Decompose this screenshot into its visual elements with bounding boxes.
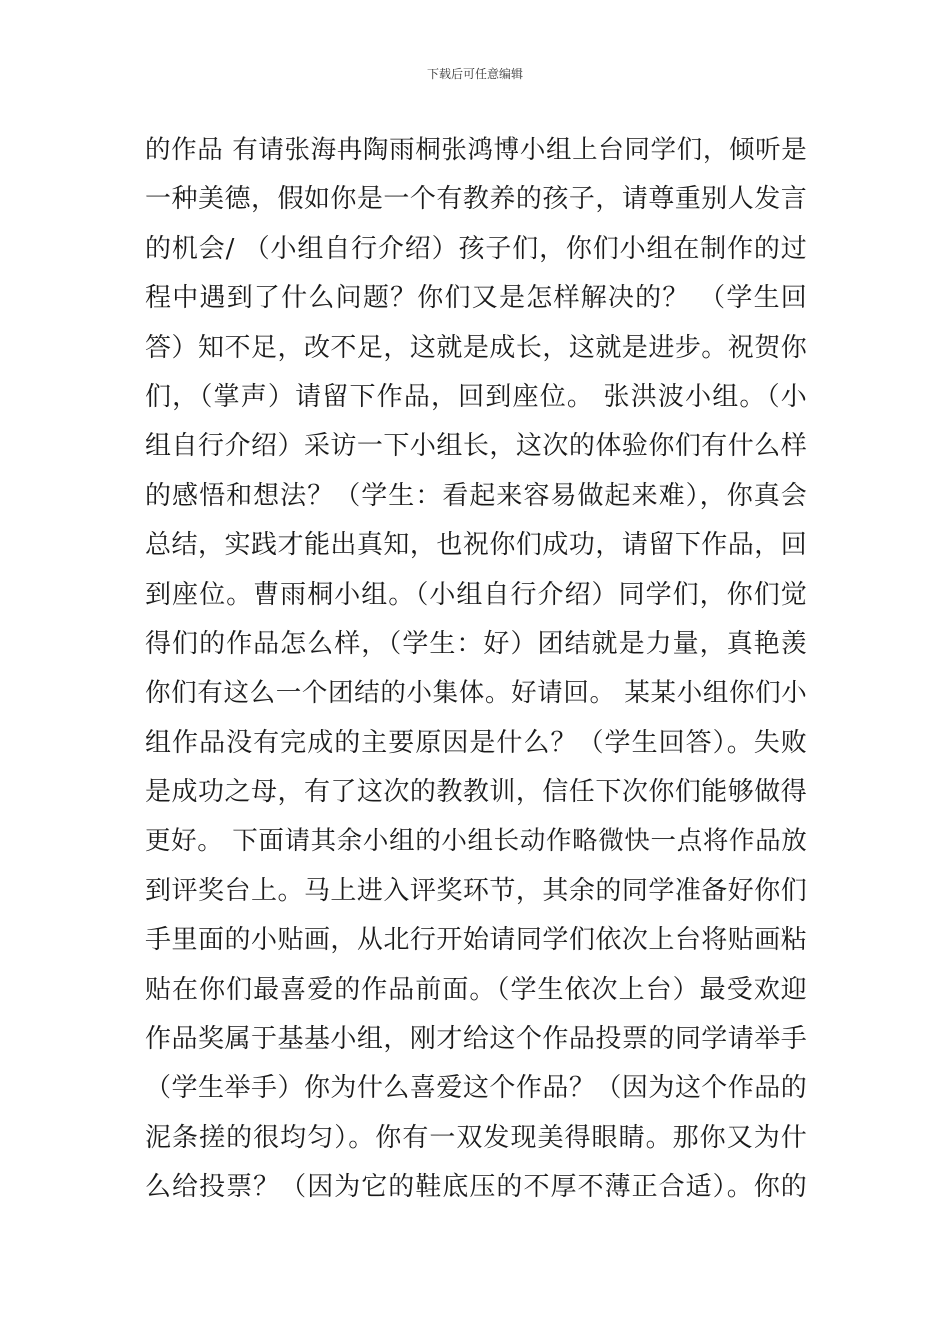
text-line: 组作品没有完成的主要原因是什么？（学生回答）。失败: [145, 727, 807, 758]
body-text: [145, 126, 807, 1213]
text-line: 到座位。曹雨桐小组。（小组自行介绍）同学们，你们觉: [145, 579, 807, 610]
text-line: 手里面的小贴画，从北行开始请同学们依次上台将贴画粘: [145, 925, 807, 956]
text-line: 作品奖属于基基小组，刚才给这个作品投票的同学请举手: [145, 1024, 807, 1055]
text-line: （学生举手）你为什么喜爱这个作品？（因为这个作品的: [145, 1073, 807, 1104]
page-header: 下载后可任意编辑: [426, 67, 523, 81]
text-line: 一种美德，假如你是一个有教养的孩子，请尊重别人发言: [145, 184, 807, 215]
text-line: 组自行介绍）采访一下小组长，这次的体验你们有什么样: [145, 431, 807, 462]
text-line: 你们有这么一个团结的小集体。好请回。 某某小组你们小: [145, 678, 807, 709]
text-line: 的感悟和想法？（学生：看起来容易做起来难），你真会: [145, 480, 807, 511]
text-line: 答）知不足，改不足，这就是成长，这就是进步。祝贺你: [145, 332, 807, 363]
text-line: 的机会/ （小组自行介绍）孩子们，你们小组在制作的过: [145, 233, 807, 264]
text-line: 总结，实践才能出真知，也祝你们成功，请留下作品，回: [145, 530, 807, 561]
text-line: 们，（掌声）请留下作品，回到座位。 张洪波小组。（小: [145, 381, 807, 412]
text-line: 得们的作品怎么样，（学生：好）团结就是力量，真艳羡: [145, 628, 807, 659]
text-line: 么给投票？（因为它的鞋底压的不厚不薄正合适）。你的: [145, 1172, 807, 1203]
text-line: 程中遇到了什么问题？你们又是怎样解决的？ （学生回: [145, 283, 807, 314]
text-line: 更好。 下面请其余小组的小组长动作略微快一点将作品放: [145, 826, 807, 857]
text-line: 是成功之母，有了这次的教教训，信任下次你们能够做得: [145, 777, 807, 808]
text-line: 泥条搓的很均匀）。你有一双发现美得眼睛。那你又为什: [145, 1122, 807, 1153]
text-line: 的作品 有请张海冉陶雨桐张鸿博小组上台同学们，倾听是: [145, 135, 807, 165]
text-line: 到评奖台上。马上进入评奖环节，其余的同学准备好你们: [145, 875, 807, 906]
text-line: 贴在你们最喜爱的作品前面。（学生依次上台）最受欢迎: [145, 974, 807, 1005]
